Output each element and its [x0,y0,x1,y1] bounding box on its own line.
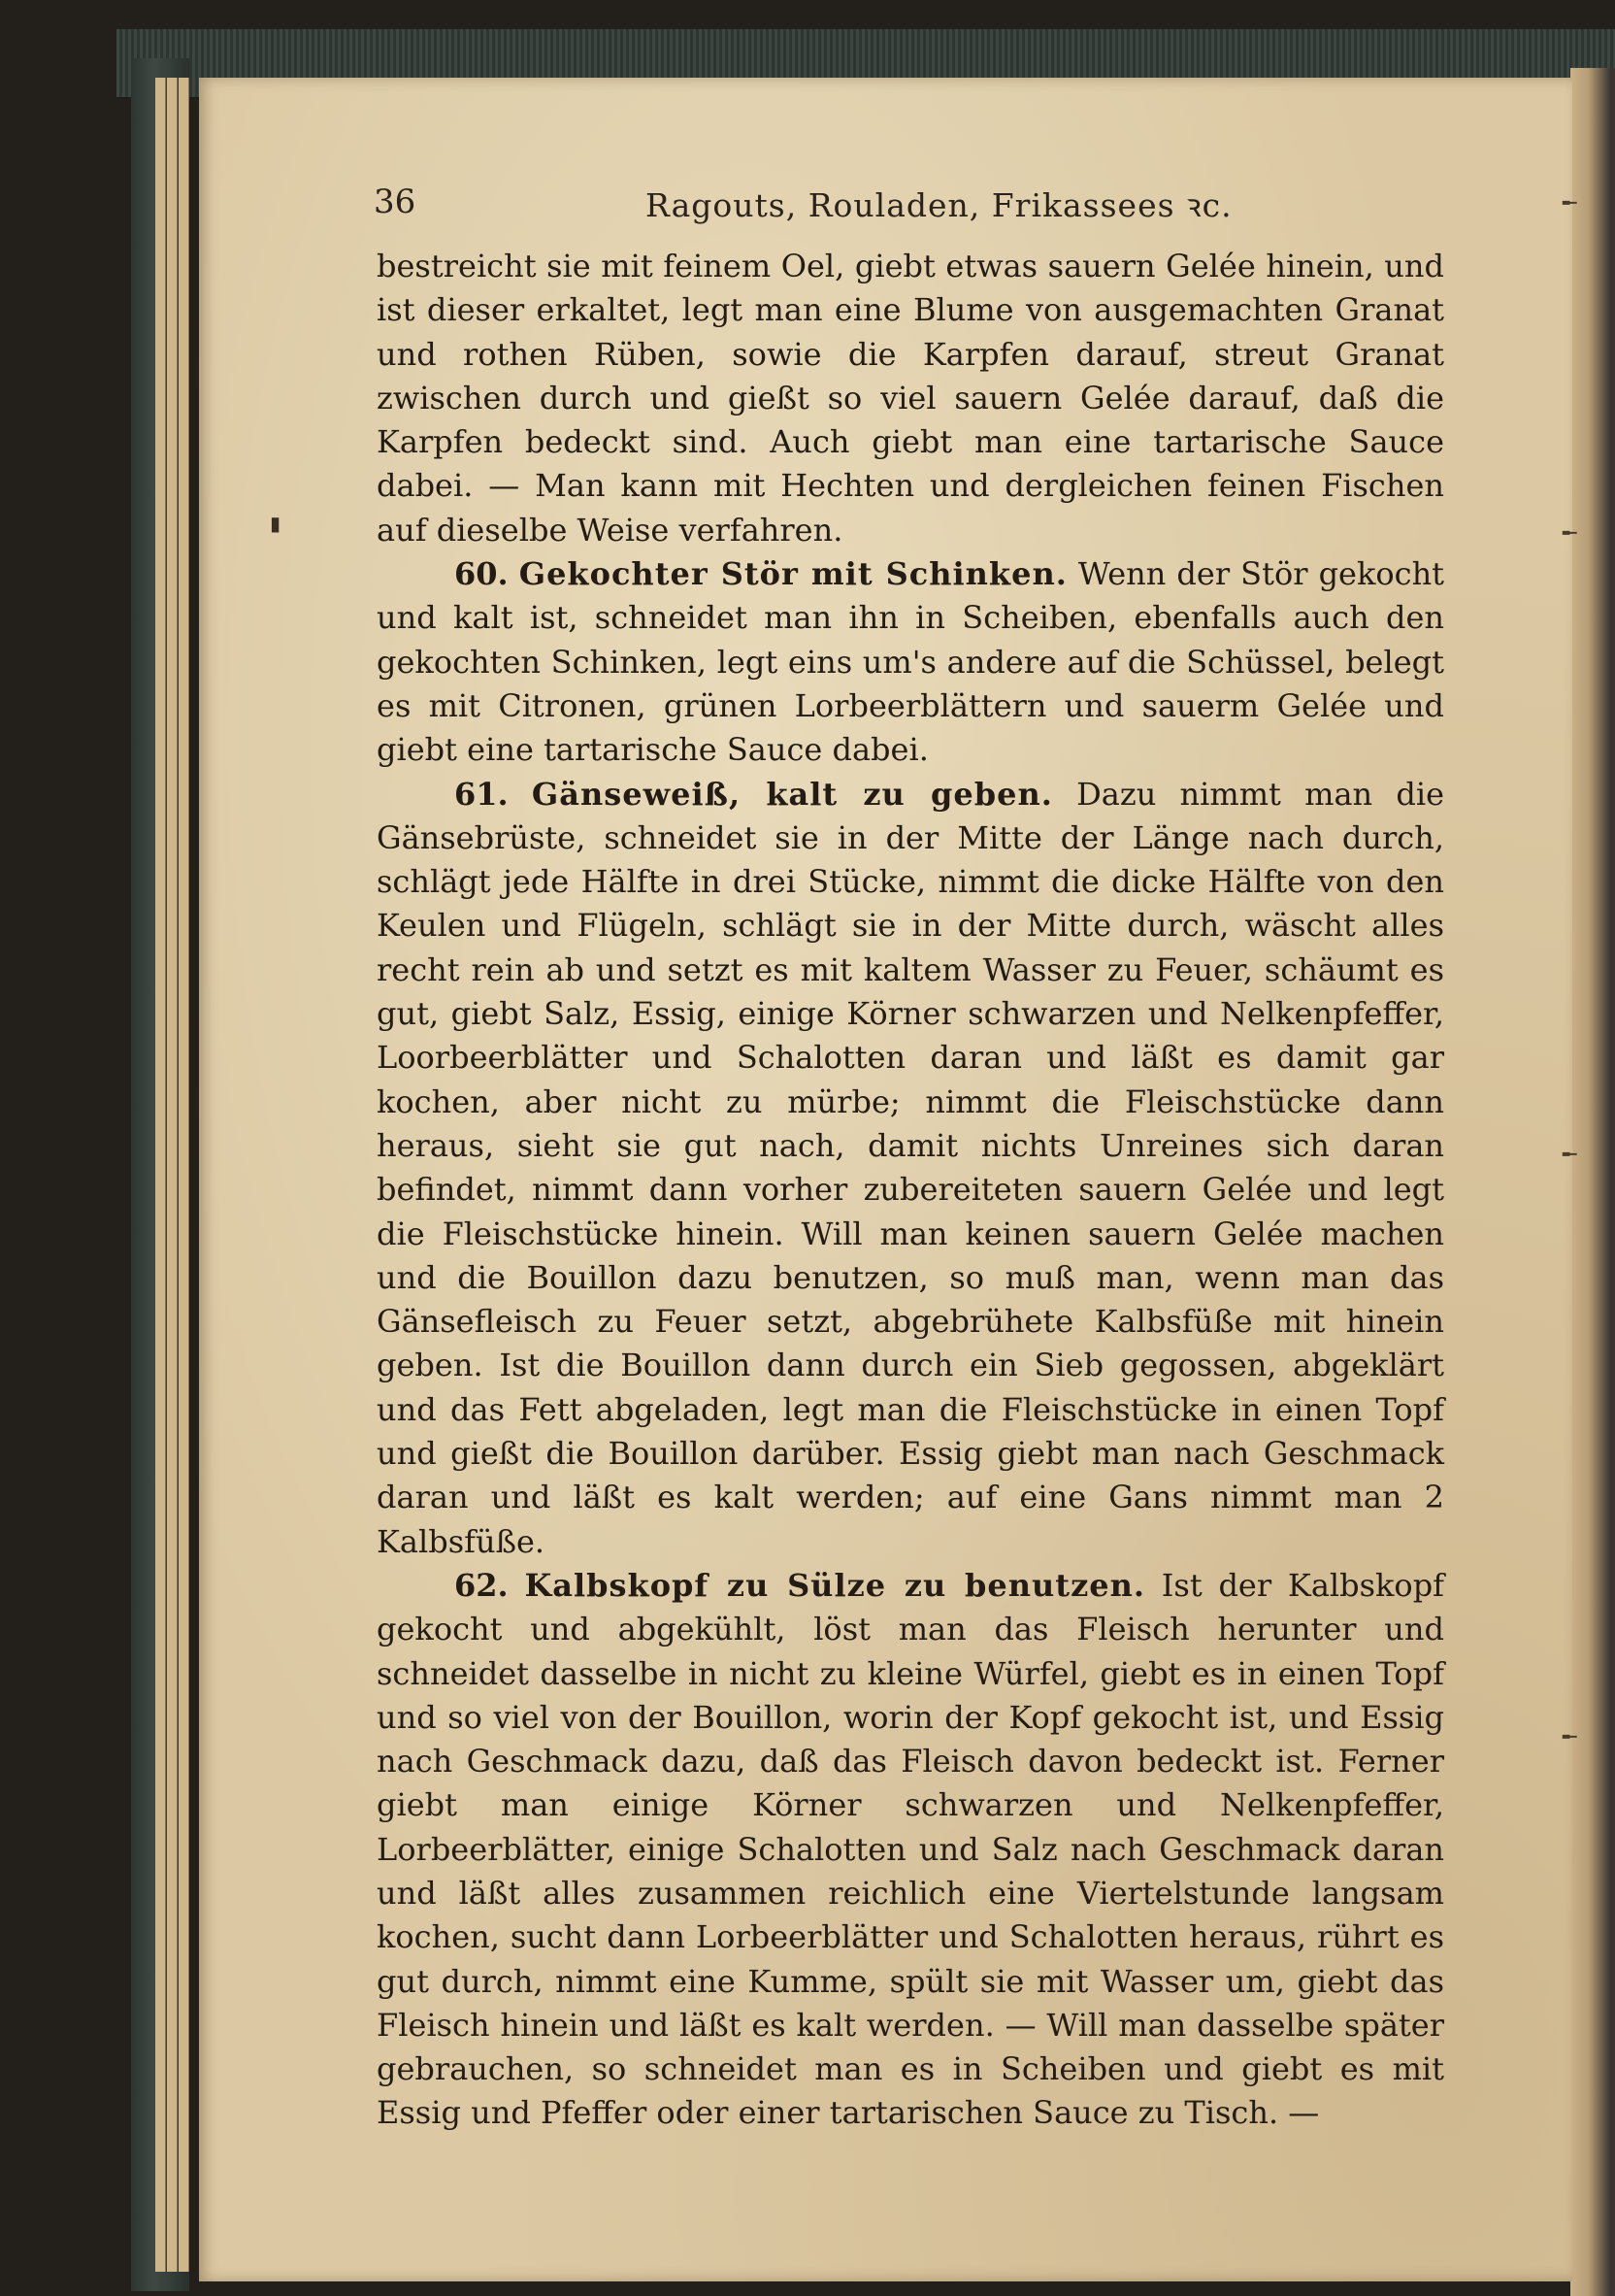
margin-tick-mark: ╾ [1563,1723,1577,1750]
recipe-61 [377,773,1444,1564]
recipe-title: Gekochter Stör mit Schinken. [518,555,1068,593]
recipe-number: 60. [454,555,509,593]
paragraph-text: bestreicht sie mit feinem Oel, giebt etwas sauern Gelée hinein, und ist dieser erkaltet, legt man eine Blume von ausgemachten Granat und rothen Rüben, sowie die Karpfen darauf, streut Granat zwischen durch und gießt so viel sauern Gelée darauf, daß die Karpfen bedeckt sind. Auch giebt man eine tartarische Sauce dabei. — Man kann mit Hechten und dergleichen feinen Fischen auf dieselbe Weise verfahren. [377,248,1444,549]
facing-page-edge [1570,68,1615,2296]
recipe-number: 62. [454,1566,509,1604]
recipe-text: Ist der Kalbskopf gekocht und abgekühlt, löst man das Fleisch herunter und schneidet dasselbe in nicht zu kleine Würfel, giebt es in einen Topf und so viel von der Bouillon, worin der Kopf gekocht ist, und Essig nach Geschmack dazu, daß das Fleisch davon bedeckt ist. Ferner giebt man einige Körner schwarzen und Nelkenpfeffer, Lorbeerblätter, einige Schalotten und Salz nach Geschmack daran und läßt alles zusammen reichlich eine Viertelstunde langsam kochen, sucht dann Lorbeerblätter und Schalotten heraus, rührt es gut durch, nimmt eine Kumme, spült sie mit Wasser um, giebt das Fleisch hinein und läßt es kalt werden. — Will man dasselbe später gebrauchen, so schneidet man es in Scheiben und giebt es mit Essig und Pfeffer oder einer tartarischen Sauce zu Tisch. — [377,1566,1445,2132]
book-page [199,78,1577,2281]
recipe-62 [377,1564,1444,2136]
page-edge [179,78,189,2272]
running-head: Ragouts, Rouladen, Frikassees ꝛc. [645,186,1233,224]
page-edge [155,78,166,2272]
page-edge [167,78,178,2272]
margin-dot-mark: ▮ [270,512,281,535]
margin-tick-mark: ╾ [1563,189,1577,216]
recipe-title: Kalbskopf zu Sülze zu benutzen. [524,1566,1145,1604]
page-number: 36 [374,183,416,221]
recipe-text: Dazu nimmt man die Gänsebrüste, schneidet sie in der Mitte der Länge nach durch, schlägt jede Hälfte in drei Stücke, nimmt die dicke Hälfte von den Keulen und Flügeln, schlägt sie in der Mitte durch, wäscht alles recht rein ab und setzt es mit kaltem Wasser zu Feuer, schäumt es gut, giebt Salz, Essig, einige Körner schwarzen und Nelkenpfeffer, Loorbeerblätter und Schalotten daran und läßt es damit gar kochen, aber nicht zu mürbe; nimmt die Fleischstücke dann heraus, sieht sie gut nach, damit nichts Unreines sich daran befindet, nimmt dann vorher zubereiteten sauern Gelée und legt die Fleischstücke hinein. Will man keinen sauern Gelée machen und die Bouillon dazu benutzen, so muß man, wenn man das Gänsefleisch zu Feuer setzt, abgebrühete Kalbsfüße mit hinein geben. Ist die Bouillon dann durch ein Sieb gegossen, abgeklärt und das Fett abgeladen, legt man die Fleischstücke in einen Topf und gießt die Bouillon darüber. Essig giebt man nach Geschmack daran und läßt es kalt werden; auf eine Gans nimmt man 2 Kalbsfüße. [377,775,1445,1560]
body-text [377,245,1444,2136]
paragraph-continuation [377,245,1444,552]
recipe-text: Wenn der Stör gekocht und kalt ist, schneidet man ihn in Scheiben, ebenfalls auch den gekochten Schinken, legt eins um's andere auf die Schüssel, belegt es mit Citronen, grünen Lorbeerblättern und sauerm Gelée und giebt eine tartarische Sauce dabei. [377,555,1445,769]
recipe-number: 61. [454,775,509,813]
margin-tick-mark: ╾ [1563,519,1577,547]
margin-tick-mark: ╾ [1563,1141,1577,1168]
recipe-title: Gänseweiß, kalt zu geben. [531,775,1053,813]
page-header [374,175,1344,233]
recipe-60 [377,552,1444,772]
